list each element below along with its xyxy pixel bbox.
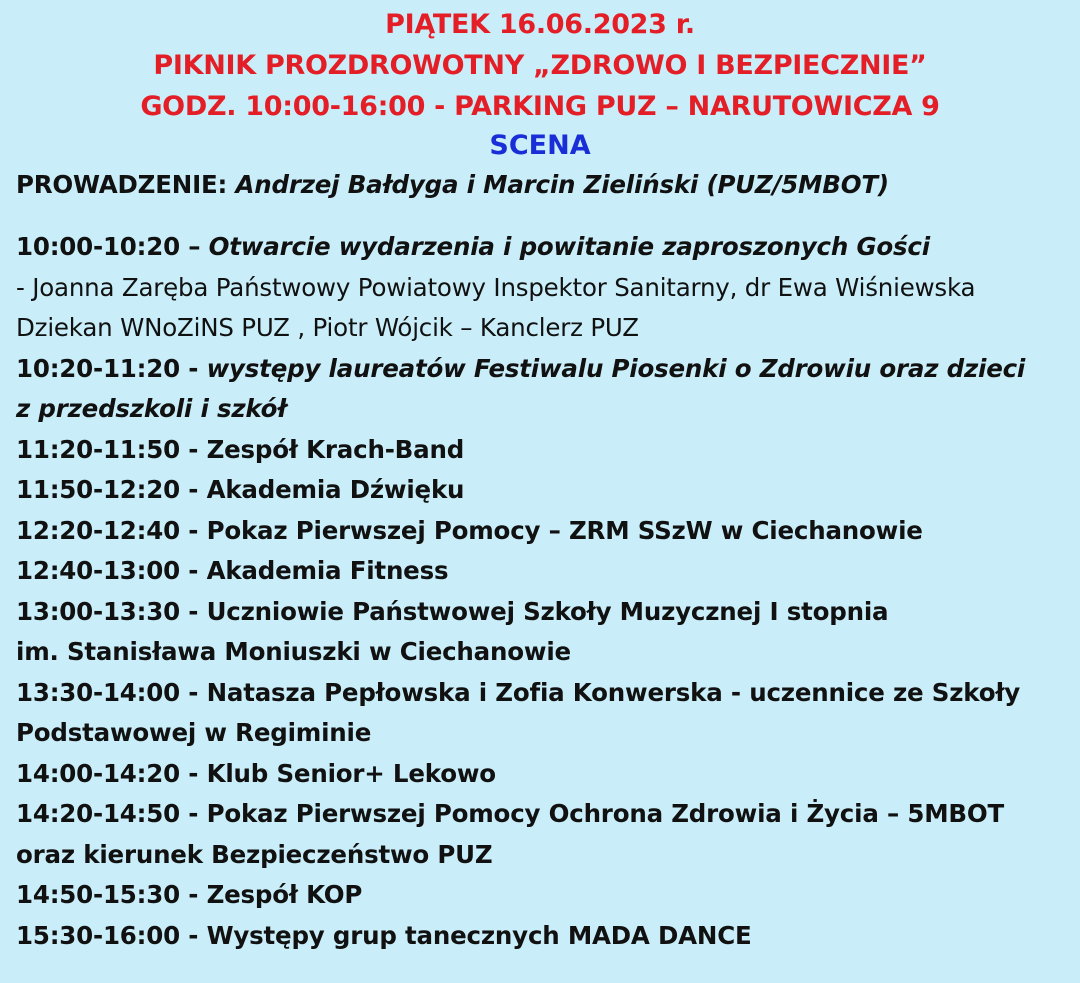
schedule-item: 13:00-13:30 - Uczniowie Państwowej Szkoły Muzycznej I stopnia <box>16 596 889 626</box>
host-line <box>16 165 1080 205</box>
schedule-item: 11:50-12:20 - Akademia Dźwięku <box>16 475 465 504</box>
schedule-item: 14:50-15:30 - Zespół KOP <box>16 880 363 909</box>
event-time-place: GODZ. 10:00-16:00 - PARKING PUZ – NARUTOWICZA 9 <box>140 91 940 122</box>
schedule-item: 14:00-14:20 - Klub Senior+ Lekowo <box>16 758 496 788</box>
item-title: występy laureatów Festiwalu Piosenki o Zdrowiu oraz dzieci <box>206 353 1026 383</box>
program-body <box>0 165 1080 956</box>
item-title: Otwarcie wydarzenia i powitanie zaproszonych Gości <box>208 232 930 261</box>
program-header <box>0 4 1080 165</box>
host-label: PROWADZENIE: <box>16 170 228 199</box>
schedule-item-continued: oraz kierunek Bezpieczeństwo PUZ <box>16 839 493 869</box>
schedule-item: 11:20-11:50 - Zespół Krach-Band <box>16 434 465 464</box>
event-date: PIĄTEK 16.06.2023 r. <box>385 9 695 40</box>
section-title: SCENA <box>489 130 591 161</box>
schedule-item: 12:40-13:00 - Akademia Fitness <box>16 556 449 585</box>
schedule-item-continued: im. Stanisława Moniuszki w Ciechanowie <box>16 637 571 666</box>
schedule-item: 14:20-14:50 - Pokaz Pierwszej Pomocy Ochrona Zdrowia i Życia – 5MBOT <box>16 799 1005 828</box>
schedule-item-continued: Podstawowej w Regiminie <box>16 718 372 747</box>
event-name: PIKNIK PROZDROWOTNY „ZDROWO I BEZPIECZNIE” <box>153 50 927 81</box>
item-title-continued: z przedszkoli i szkół <box>16 394 287 423</box>
item-time: 10:00-10:20 – <box>16 232 201 261</box>
item-guests: Dziekan WNoZiNS PUZ , Piotr Wójcik – Kanclerz PUZ <box>16 313 639 342</box>
item-guests: - Joanna Zaręba Państwowy Powiatowy Inspektor Sanitarny, dr Ewa Wiśniewska <box>16 272 976 302</box>
schedule-item: 12:20-12:40 - Pokaz Pierwszej Pomocy – ZRM SSzW w Ciechanowie <box>16 515 923 545</box>
schedule-item: 15:30-16:00 - Występy grup tanecznych MADA DANCE <box>16 920 752 950</box>
host-names: Andrzej Bałdyga i Marcin Zieliński (PUZ/5MBOT) <box>235 170 889 199</box>
schedule-item <box>16 227 1080 268</box>
schedule-item <box>16 349 1080 390</box>
item-time: 10:20-11:20 - <box>16 353 199 383</box>
schedule-item: 13:30-14:00 - Natasza Pepłowska i Zofia Konwerska - uczennice ze Szkoły <box>16 677 1021 707</box>
